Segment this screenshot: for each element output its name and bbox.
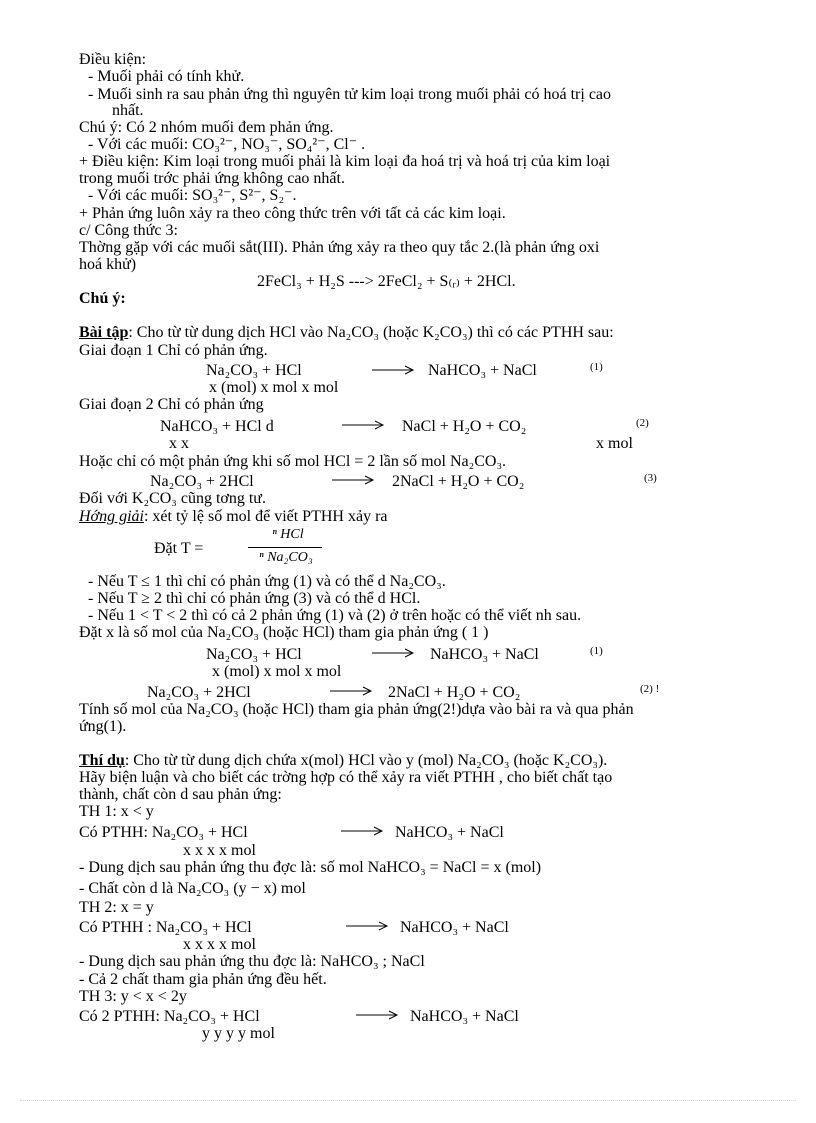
equation-left: Có PTHH : Na₂CO₃ + HCl (79, 919, 252, 936)
arrow-icon (356, 1009, 400, 1021)
arrow-icon (330, 685, 374, 697)
text-line (79, 508, 388, 526)
text-line: + Điều kiện: Kim loại trong muối phải là kim loại đa hoá trị và hoá trị của kim loại (79, 153, 611, 170)
equation-number: (1) (590, 645, 603, 657)
equation-left: Na₂CO₃ + HCl (206, 362, 302, 379)
text-line: nhất. (112, 102, 144, 119)
heading-example: Thí dụ (79, 752, 125, 769)
text-line: + Phản ứng luôn xảy ra theo công thức trên với tất cả các kim loại. (79, 205, 506, 222)
mol-row: x x x x mol (183, 936, 256, 953)
text-line: Đặt x là số mol của Na₂CO₃ (hoặc HCl) tham gia phản ứng ( 1 ) (79, 624, 489, 641)
equation-right: NaHCO₃ + NaCl (400, 919, 509, 936)
text-line: Tính số mol của Na₂CO₃ (hoặc HCl) tham gia phản ứng(2!)dựa vào bài ra và qua phản (79, 701, 634, 718)
equation-left: Có 2 PTHH: Na₂CO₃ + HCl (79, 1008, 260, 1025)
equation-left: Na₂CO₃ + HCl (206, 646, 302, 663)
formula-label: Đặt T = (154, 540, 204, 557)
text-span: : xét tỷ lệ số mol để viết PTHH xảy ra (143, 508, 388, 525)
text-line: Hãy biện luận và cho biết các trờng hợp có thể xảy ra viết PTHH , cho biết chất tạo (79, 769, 613, 786)
mol-row: x mol (596, 435, 633, 452)
text-line: - Với các muối: CO₃²⁻, NO₃⁻, SO₄²⁻, Cl⁻ . (88, 136, 366, 153)
text-span: : Cho từ từ dung dịch chứa x(mol) HCl vào y (mol) Na₂CO₃ (hoặc K₂CO₃). (124, 752, 608, 769)
page-footer-divider (20, 1100, 796, 1101)
heading-exercise: Bài tập (79, 324, 129, 341)
case-heading: TH 2: x = y (79, 899, 154, 916)
mol-row: x (mol) x mol x mol (209, 379, 339, 396)
equation-right: 2NaCl + H₂O + CO₂ (388, 684, 521, 701)
equation-right: NaCl + H₂O + CO₂ (402, 418, 527, 435)
fraction-denominator: ⁿ Na₂CO₃ (259, 550, 313, 565)
heading-guide: Hớng giải (79, 508, 144, 525)
text-line: thành, chất còn d sau phản ứng: (79, 786, 282, 803)
text-line: Chú ý: Có 2 nhóm muối đem phản ứng. (79, 119, 334, 136)
arrow-icon (341, 825, 385, 837)
text-line: - Muối phải có tính khử. (88, 68, 245, 85)
text-line: Điều kiện: (79, 51, 147, 68)
equation-left: Na₂CO₃ + 2HCl (147, 684, 251, 701)
text-line (79, 324, 614, 342)
text-line: - Cả 2 chất tham gia phản ứng đều hết. (79, 971, 327, 988)
heading-note: Chú ý: (79, 290, 126, 307)
text-line: - Chất còn d là Na₂CO₃ (y − x) mol (79, 880, 306, 897)
arrow-icon (372, 647, 416, 659)
case-heading: TH 3: y < x < 2y (79, 988, 187, 1005)
equation-number: (2) ! (640, 683, 660, 695)
text-line: trong muối trớc phải ứng không cao nhất. (79, 170, 345, 187)
text-span: : Cho từ từ dung dịch HCl vào Na₂CO₃ (hoặc K₂CO₃) thì có các PTHH sau: (128, 324, 614, 341)
text-line: - Với các muối: SO₃²⁻, S²⁻, S₂⁻. (88, 187, 297, 204)
mol-row: x x (169, 435, 189, 452)
text-line: ứng(1). (79, 718, 127, 735)
equation-number: (2) (636, 417, 649, 429)
text-line: - Muối sinh ra sau phản ứng thì nguyên tử kim loại trong muối phải có hoá trị cao (88, 86, 612, 103)
text-line: - Nếu T ≥ 2 thì chỉ có phản ứng (3) và có thể d HCl. (88, 590, 421, 607)
text-line: c/ Công thức 3: (79, 222, 178, 239)
equation-left: Có PTHH: Na₂CO₃ + HCl (79, 824, 248, 841)
equation-right: NaHCO₃ + NaCl (430, 646, 539, 663)
equation-right: 2NaCl + H₂O + CO₂ (392, 473, 525, 490)
arrow-icon (342, 419, 386, 431)
equation-right: NaHCO₃ + NaCl (410, 1008, 519, 1025)
text-line: Thờng gặp với các muối sắt(III). Phản ứng xảy ra theo quy tắc 2.(là phản ứng oxi (79, 239, 600, 256)
arrow-icon (332, 474, 376, 486)
text-line: Giai đoạn 2 Chỉ có phản ứng (79, 396, 264, 413)
text-line: - Dung dịch sau phản ứng thu đợc là: số mol NaHCO₃ = NaCl = x (mol) (79, 859, 542, 876)
equation-right: NaHCO₃ + NaCl (395, 824, 504, 841)
case-heading: TH 1: x < y (79, 803, 154, 820)
fraction-numerator: ⁿ HCl (272, 527, 304, 542)
text-line: - Nếu T ≤ 1 thì chỉ có phản ứng (1) và có thể d Na₂CO₃. (88, 573, 446, 590)
text-line: - Nếu 1 < T < 2 thì có cả 2 phản ứng (1) và (2) ở trên hoặc có thể viết nh sau. (88, 607, 582, 624)
equation-left: Na₂CO₃ + 2HCl (150, 473, 254, 490)
text-line: hoá khử) (79, 256, 137, 273)
mol-row: x x x x mol (183, 842, 256, 859)
text-line: - Dung dịch sau phản ứng thu đợc là: NaHCO₃ ; NaCl (79, 953, 425, 970)
equation-left: NaHCO₃ + HCl d (160, 418, 274, 435)
text-line: Hoặc chỉ có một phản ứng khi số mol HCl = 2 lần số mol Na₂CO₃. (79, 453, 507, 470)
text-line (79, 752, 607, 770)
text-line: Đối với K₂CO₃ cũng tơng tư. (79, 490, 266, 507)
mol-row: x (mol) x mol x mol (212, 663, 342, 680)
equation: 2FeCl₃ + H₂S ---> 2FeCl₂ + S₍ᵣ₎ + 2HCl. (257, 273, 516, 290)
arrow-icon (372, 364, 416, 376)
equation-right: NaHCO₃ + NaCl (428, 362, 537, 379)
equation-number: (1) (590, 361, 603, 373)
text-line: Giai đoạn 1 Chỉ có phản ứng. (79, 342, 268, 359)
mol-row: y y y y mol (202, 1025, 275, 1042)
arrow-icon (346, 920, 390, 932)
fraction-bar (248, 547, 322, 548)
equation-number: (3) (644, 472, 657, 484)
